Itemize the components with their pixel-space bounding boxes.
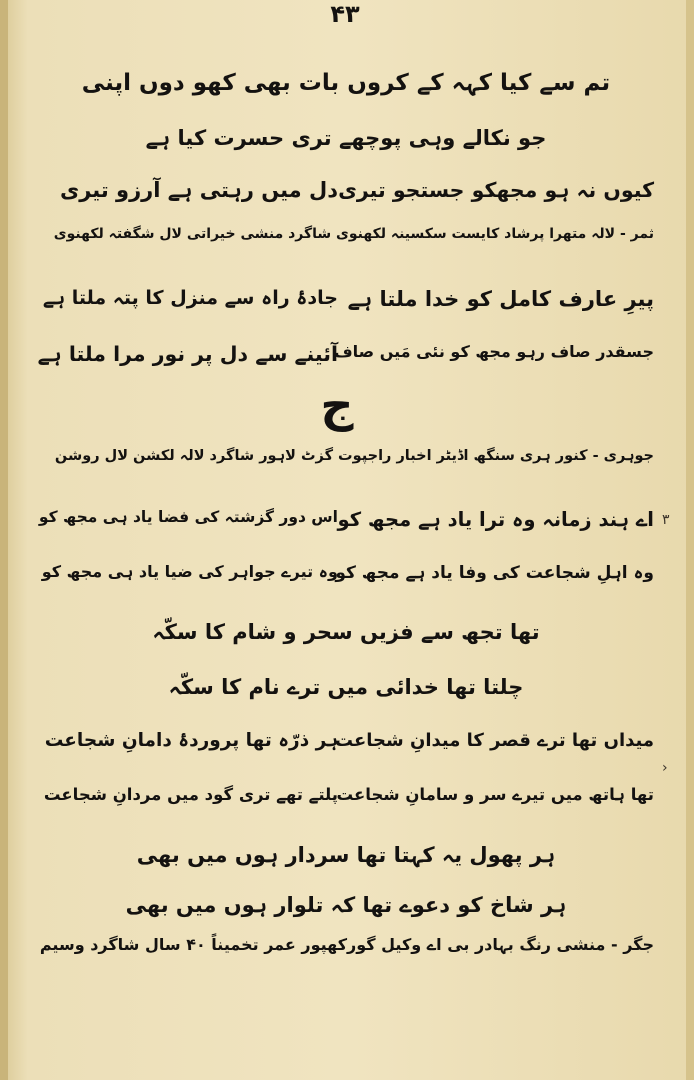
couplet-left: دل میں رہتی ہے آرزو تیری — [59, 178, 338, 202]
couplet-right: اے ہند زمانہ وہ ترا یاد ہے مجھ کو — [337, 508, 654, 531]
margin-mark: › — [662, 760, 668, 776]
couplet-left: جادۂ راہ سے منزل کا پتہ ملتا ہے — [42, 287, 338, 309]
page-edge-left — [0, 0, 8, 1080]
verse-line: جو نکالے وہی پوچھے تری حسرت کیا ہے — [145, 126, 547, 150]
couplet-left: ہر ذرّہ تھا پروردۂ دامانِ شجاعت — [44, 730, 338, 751]
poet-heading: جوہری - کنور ہری سنگھ اڈیٹر اخبار راجپوت گزٹ لاہور شاگرد لالہ لکشن لال روشن — [54, 448, 654, 464]
couplet-right: جسقدر صاف رہو مجھ کو نئی مَیں صاف — [334, 342, 654, 361]
verse-line: تھا تجھ سے فزیں سحر و شام کا سکّہ — [152, 620, 540, 644]
poet-heading: جگر - منشی رنگ بہادر بی اے وکیل گورکھپور عمر تخمیناً ۴۰ سال شاگرد وسیم — [39, 935, 654, 954]
couplet-right: پیرِ عارف کامل کو خدا ملتا ہے — [347, 287, 654, 311]
page-number: ۴۳ — [330, 0, 360, 28]
verse-line: تم سے کیا کہہ کے کروں بات بھی کھو دوں اپنی — [81, 70, 611, 96]
verse-line: ہر شاخ کو دعوے تھا کہ تلوار ہوں میں بھی — [125, 893, 567, 917]
couplet-right: کیوں نہ ہو مجھکو جستجو تیری — [338, 178, 654, 202]
verse-line: ہر پھول یہ کہتا تھا سردار ہوں میں بھی — [136, 843, 556, 867]
couplet-left: وہ تیرے جواہر کی ضیا یاد ہی مجھ کو — [41, 562, 338, 581]
couplet-left: اس دور گزشتہ کی فضا یاد ہی مجھ کو — [38, 508, 338, 526]
page-edge-right — [686, 0, 694, 1080]
couplet-right: تھا ہاتھ میں تیرے سر و سامانِ شجاعت — [336, 785, 654, 804]
margin-mark: ۳ — [662, 512, 670, 528]
section-letter: ج — [320, 378, 354, 432]
couplet-right: وہ اہلِ شجاعت کی وفا یاد ہے مجھ کو — [335, 563, 654, 583]
couplet-left: آئینے سے دل پر نور مرا ملتا ہے — [37, 342, 338, 366]
poet-heading: ثمر - لالہ متھرا پرشاد کایست سکسینہ لکھنوی شاگرد منشی خیراتی لال شگفتہ لکھنوی — [53, 226, 654, 242]
couplet-right: میداں تھا ترے قصر کا میدانِ شجاعت — [334, 730, 654, 751]
verse-line: چلتا تھا خدائی میں ترے نام کا سکّہ — [168, 675, 524, 699]
couplet-left: پلتے تھے تری گود میں مردانِ شجاعت — [43, 785, 338, 804]
